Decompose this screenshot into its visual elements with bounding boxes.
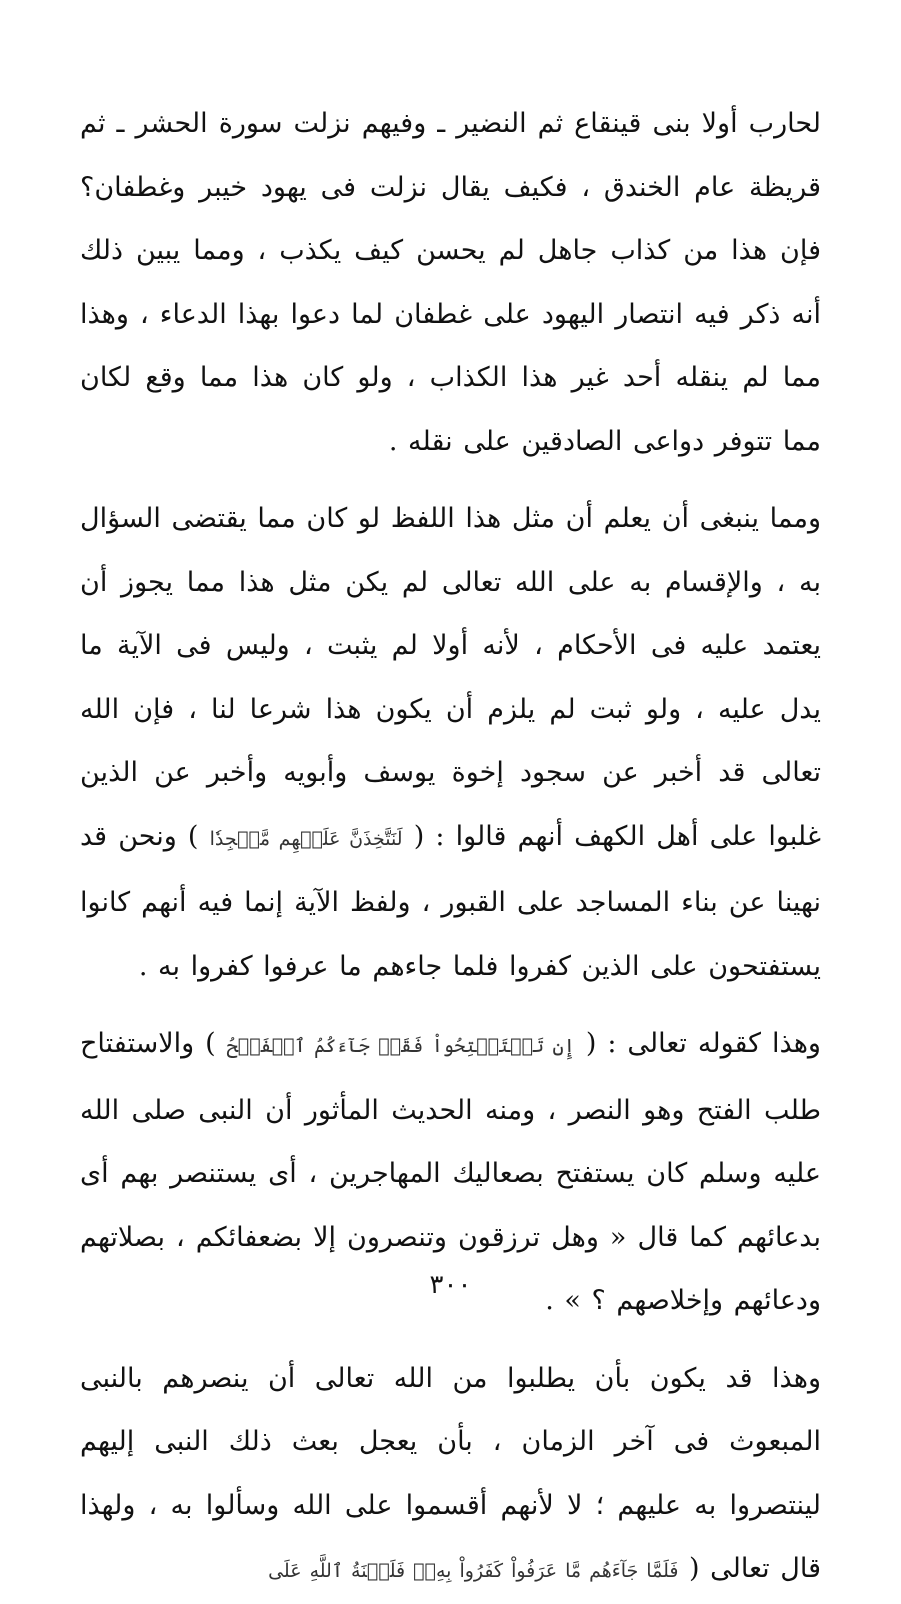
paragraph-2 <box>80 487 821 998</box>
quran-verse-2: إِن تَسۡتَفۡتِحُواْ فَقَدۡ جَآءَكُمُ ٱلۡفَتۡحُ <box>226 1035 575 1057</box>
body-text <box>80 92 821 1604</box>
paragraph-3-text-after: ) والاستفتاح طلب الفتح وهو النصر ، ومنه الحديث المأثور أن النبى صلى الله عليه وسلم كان يستفتح بصعاليك المهاجرين ، أى يستنصر بهم أى بدعائهم كما قال « وهل ترزقون وتنصرون إلا بضعفائكم ، بصلاتهم ودعائهم وإخلاصهم ؟ » . <box>80 1028 821 1316</box>
paragraph-1 <box>80 92 821 473</box>
paragraph-2-text-before: ومما ينبغى أن يعلم أن مثل هذا اللفظ لو كان مما يقتضى السؤال به ، والإقسام به على الله تعالى لم يكن مثل هذا مما يجوز أن يعتمد عليه فى الأحكام ، لأنه أولا لم يثبت ، وليس فى الآية ما يدل عليه ، ولو ثبت لم يلزم أن يكون هذا شرعا لنا ، فإن الله تعالى قد أخبر عن سجود إخوة يوسف وأبويه وأخبر عن الذين غلبوا على أهل الكهف أنهم قالوا : ( <box>80 503 821 852</box>
paragraph-3-text-before: وهذا كقوله تعالى : ( <box>585 1028 821 1059</box>
quran-verse-3: فَلَمَّا جَآءَهُم مَّا عَرَفُواْ كَفَرُواْ بِهِۦۚ فَلَعۡنَةُ ٱللَّهِ عَلَى <box>268 1560 679 1582</box>
paragraph-4-text-before: وهذا قد يكون بأن يطلبوا من الله تعالى أن ينصرهم بالنبى المبعوث فى آخر الزمان ، بأن يعجل بعث ذلك النبى إليهم لينتصروا به عليهم ؛ لا لأنهم أقسموا على الله وسألوا به ، ولهذا قال تعالى ( <box>80 1362 821 1584</box>
paragraph-4 <box>80 1347 821 1604</box>
page-number: ٣٠٠ <box>429 1270 472 1300</box>
quran-verse-1: لَنَتَّخِذَنَّ عَلَيۡهِم مَّسۡجِدٗا <box>209 827 403 850</box>
paragraph-2-text-after: ) ونحن قد نهينا عن بناء المساجد على القبور ، ولفظ الآية إنما فيه أنهم كانوا يستفتحون على الذين كفروا فلما جاءهم ما عرفوا كفروا به . <box>80 820 821 982</box>
paragraph-1-text: لحارب أولا بنى قينقاع ثم النضير ـ وفيهم نزلت سورة الحشر ـ ثم قريظة عام الخندق ، فكيف يقال نزلت فى يهود خيبر وغطفان؟ فإن هذا من كذاب جاهل لم يحسن كيف يكذب ، ومما يبين ذلك أنه ذكر فيه انتصار اليهود على غطفان لما دعوا بهذا الدعاء ، وهذا مما لم ينقله أحد غير هذا الكذاب ، ولو كان هذا مما وقع لكان مما تتوفر دواعى الصادقين على نقله . <box>80 108 821 457</box>
